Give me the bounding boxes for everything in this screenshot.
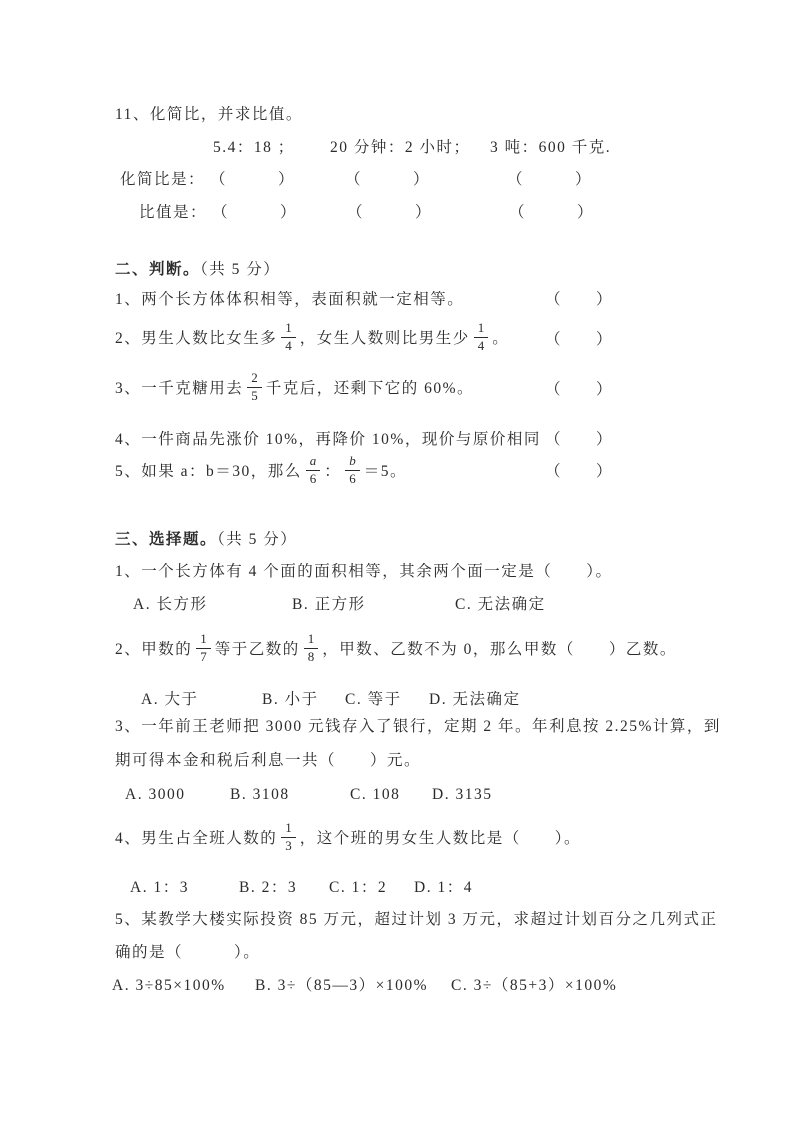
choice-q4-text [115,815,581,859]
choice-q2-option-b: B. 小于 [262,691,319,708]
judge-heading-title: 二、判断。 [115,261,201,278]
choice-q4-option-b: B. 2：3 [239,879,298,896]
choice-q3-line2: 期可得本金和税后利息一共（ ）元。 [115,752,422,769]
judge-item-2-mid: ，女生人数则比男生少 [299,330,470,347]
judge-heading-score: （共 5 分） [200,261,281,278]
fraction-1-8: $\frac{1}{8}$ [304,632,319,665]
choice-section-heading [115,530,297,550]
choice-q2-option-c: C. 等于 [345,691,402,708]
choice-q5-line1: 5、某教学大楼实际投资 85 万元，超过计划 3 万元，求超过计划百分之几列式正 [115,911,718,928]
choice-q2-option-a: A. 大于 [141,691,199,708]
answer-bracket: （ ） [545,431,614,448]
answer-blank: （ ） [212,204,298,221]
choice-q4-option-c: C. 1：2 [329,879,388,896]
answer-bracket: （ ） [545,463,614,480]
choice-q3-line1: 3、一年前王老师把 3000 元钱存入了银行，定期 2 年。年利息按 2.25%计算，到 [115,718,721,735]
judge-item-5-before: 5、如果 a：b＝30，那么 [115,463,302,480]
choice-q5-option-a: A. 3÷85×100% [112,977,226,994]
choice-q5-option-b: B. 3÷（85—3）×100% [255,977,428,994]
fraction-1-4: $\frac{1}{4}$ [281,321,296,354]
choice-q3-option-b: B. 3108 [230,786,290,803]
judge-item-3-before: 3、一千克糖用去 [115,380,244,397]
judge-item-5-after: ＝5。 [363,463,408,480]
choice-q2-mid: 等于乙数的 [214,641,300,658]
choice-q1-text: 1、一个长方体有 4 个面的面积相等，其余两个面一定是（ ）。 [115,563,613,580]
choice-q3-option-d: D. 3135 [432,786,493,803]
judge-item-3 [115,365,474,409]
answer-bracket: （ ） [545,291,614,308]
fraction-a-6: $\frac{a}{6}$ [306,454,321,487]
fraction-2-5: $\frac{2}{5}$ [247,371,262,404]
fraction-1-4: $\frac{1}{4}$ [474,321,489,354]
answer-blank: （ ） [347,204,433,221]
q11-title: 11、化简比，并求比值。 [115,106,303,123]
judge-item-2-after: 。 [492,330,510,347]
answer-bracket: （ ） [545,381,614,398]
choice-q4-option-a: A. 1：3 [130,879,189,896]
choice-q1-option-c: C. 无法确定 [455,596,546,613]
fraction-1-7: $\frac{1}{7}$ [196,632,211,665]
q11-ratio-2: 20 分钟：2 小时； [330,139,471,156]
answer-blank: （ ） [345,171,431,188]
fraction-b-6: $\frac{b}{6}$ [345,454,360,487]
choice-q5-line2: 确的是（ ）。 [115,944,261,961]
choice-q4-before: 4、男生占全班人数的 [115,830,278,847]
q11-simplify-label: 化简比是： [120,171,206,188]
answer-blank: （ ） [509,204,595,221]
choice-q2-text [115,626,677,670]
choice-q4-after: ，这个班的男女生人数比是（ ）。 [299,830,582,847]
q11-value-label: 比值是： [139,204,208,221]
q11-ratio-1: 5.4：18 ； [213,139,295,156]
choice-q2-option-d: D. 无法确定 [429,691,521,708]
choice-q5-option-c: C. 3÷（85+3）×100% [451,977,618,994]
choice-heading-score: （共 5 分） [217,531,298,548]
judge-section-heading [115,260,280,280]
judge-item-2-before: 2、男生人数比女生多 [115,330,278,347]
judge-item-1: 1、两个长方体体积相等，表面积就一定相等。 [115,291,465,308]
judge-item-5-mid: ： [324,463,342,480]
answer-blank: （ ） [210,171,296,188]
judge-item-3-after: 千克后，还剩下它的 60%。 [265,380,475,397]
fraction-1-3: $\frac{1}{3}$ [281,821,296,854]
choice-q3-option-a: A. 3000 [125,786,186,803]
judge-item-2 [115,315,509,359]
choice-q4-option-d: D. 1：4 [414,879,473,896]
judge-item-5 [115,448,407,492]
choice-q3-option-c: C. 108 [350,786,401,803]
answer-bracket: （ ） [545,331,614,348]
choice-heading-title: 三、选择题。 [115,531,218,548]
q11-ratio-3: 3 吨：600 千克. [490,139,612,156]
choice-q2-after: ，甲数、乙数不为 0，那么甲数（ ）乙数。 [322,641,677,658]
choice-q2-before: 2、甲数的 [115,641,193,658]
choice-q1-option-a: A. 长方形 [133,596,208,613]
choice-q1-option-b: B. 正方形 [292,596,366,613]
judge-item-4: 4、一件商品先涨价 10%，再降价 10%，现价与原价相同 [115,431,541,448]
answer-blank: （ ） [507,171,593,188]
